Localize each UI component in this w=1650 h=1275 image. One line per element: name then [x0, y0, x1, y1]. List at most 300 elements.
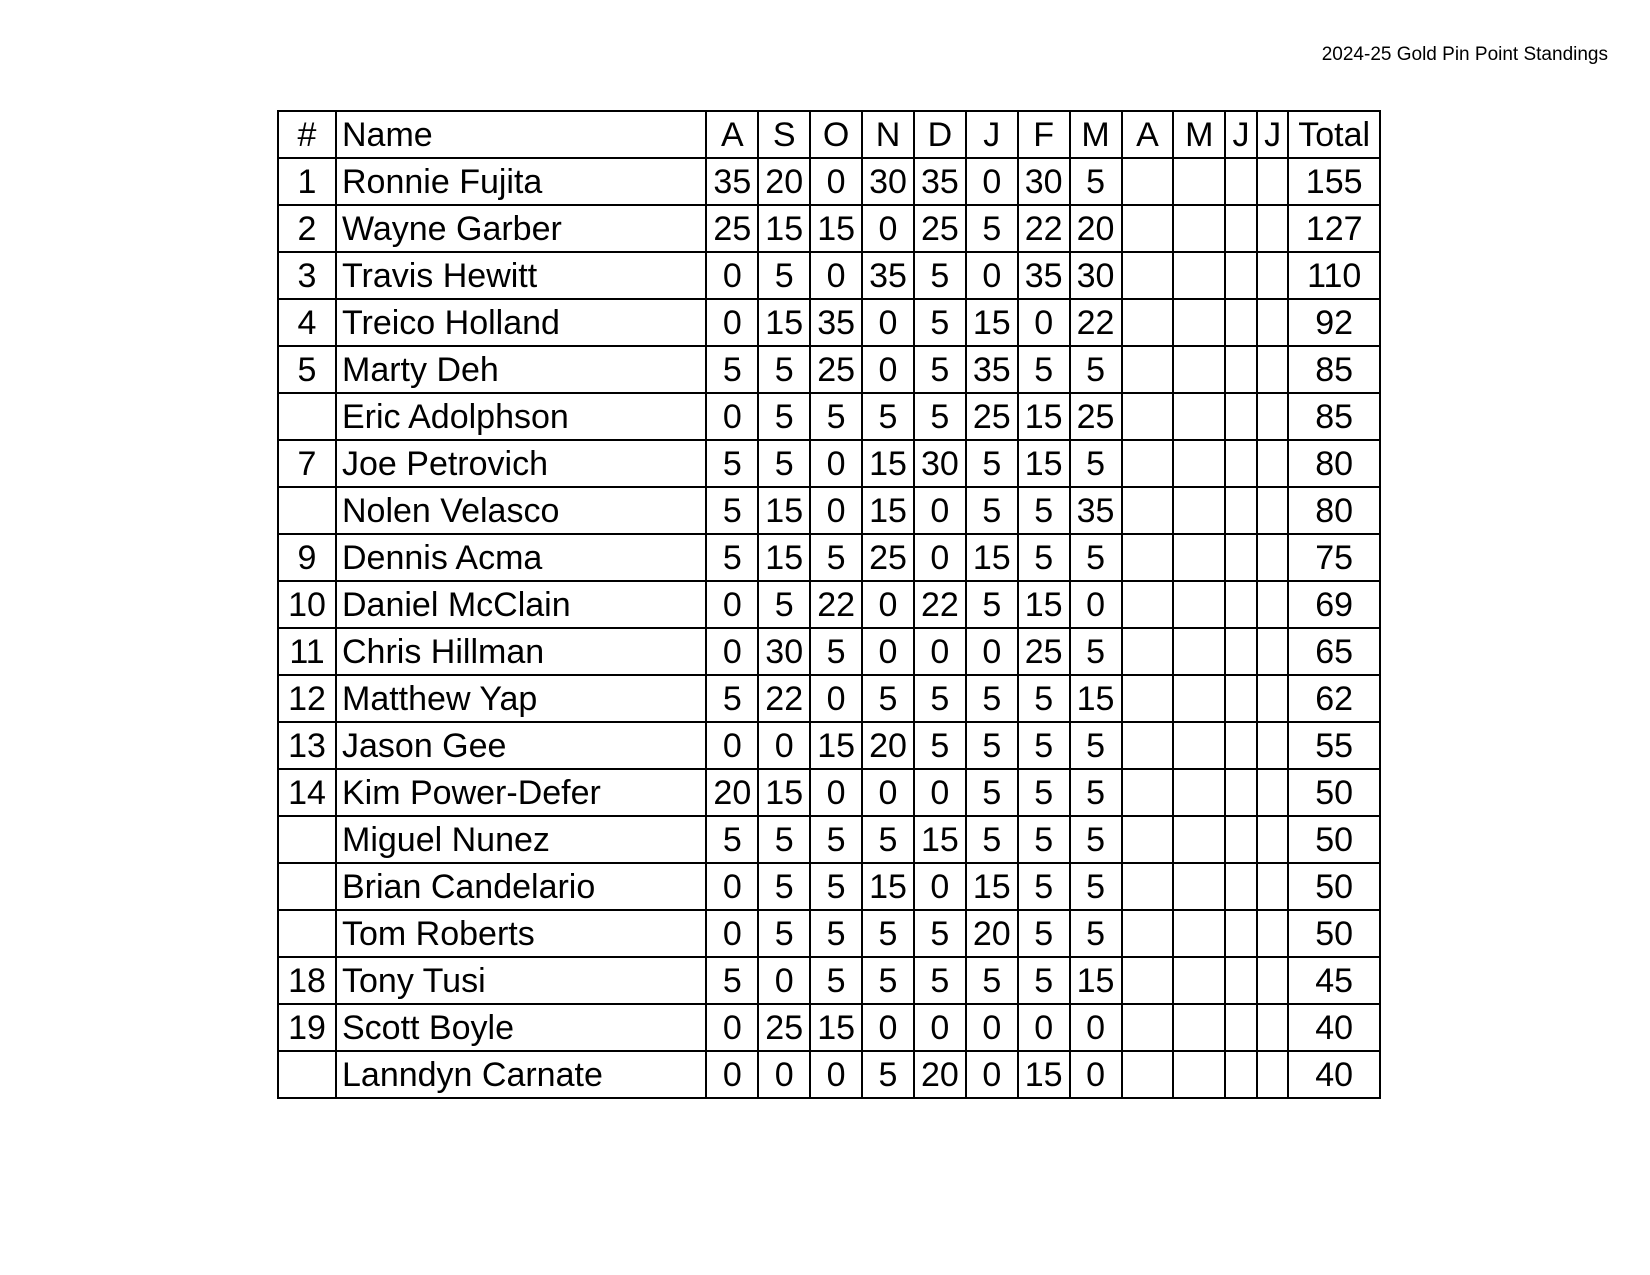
table-row [278, 440, 1380, 487]
total-cell: 55 [1288, 722, 1380, 769]
points-cell [1225, 534, 1257, 581]
points-cell: 20 [1070, 205, 1122, 252]
points-cell: 0 [706, 863, 758, 910]
name-cell: Tom Roberts [336, 910, 706, 957]
name-cell: Ronnie Fujita [336, 158, 706, 205]
rank-cell: 19 [278, 1004, 336, 1051]
points-cell: 35 [1018, 252, 1070, 299]
header-month: D [914, 111, 966, 158]
points-cell: 30 [914, 440, 966, 487]
points-cell [1122, 299, 1174, 346]
points-cell: 0 [810, 769, 862, 816]
points-cell: 20 [914, 1051, 966, 1098]
table-row [278, 769, 1380, 816]
points-cell: 5 [966, 581, 1018, 628]
points-cell: 5 [1070, 863, 1122, 910]
points-cell: 0 [758, 957, 810, 1004]
points-cell: 5 [1070, 158, 1122, 205]
name-cell: Jason Gee [336, 722, 706, 769]
name-cell: Eric Adolphson [336, 393, 706, 440]
points-cell: 5 [1018, 487, 1070, 534]
table-row [278, 393, 1380, 440]
table-row [278, 910, 1380, 957]
name-cell: Travis Hewitt [336, 252, 706, 299]
points-cell: 15 [966, 299, 1018, 346]
rank-cell [278, 863, 336, 910]
points-cell: 22 [1018, 205, 1070, 252]
rank-cell: 4 [278, 299, 336, 346]
points-cell: 5 [706, 957, 758, 1004]
points-cell [1122, 440, 1174, 487]
points-cell [1122, 393, 1174, 440]
points-cell [1122, 158, 1174, 205]
points-cell: 25 [966, 393, 1018, 440]
points-cell: 5 [706, 534, 758, 581]
rank-cell: 12 [278, 675, 336, 722]
points-cell: 15 [810, 205, 862, 252]
points-cell: 0 [810, 252, 862, 299]
total-cell: 50 [1288, 863, 1380, 910]
table-row [278, 581, 1380, 628]
points-cell [1225, 346, 1257, 393]
points-cell [1122, 1004, 1174, 1051]
points-cell [1257, 863, 1289, 910]
table-row [278, 299, 1380, 346]
rank-cell: 5 [278, 346, 336, 393]
points-cell: 25 [758, 1004, 810, 1051]
points-cell: 15 [1018, 440, 1070, 487]
points-cell: 0 [810, 487, 862, 534]
points-cell: 5 [758, 440, 810, 487]
points-cell: 15 [758, 769, 810, 816]
points-cell: 0 [706, 1004, 758, 1051]
points-cell: 5 [862, 1051, 914, 1098]
points-cell [1173, 205, 1225, 252]
points-cell: 0 [1018, 299, 1070, 346]
name-cell: Miguel Nunez [336, 816, 706, 863]
points-cell [1257, 346, 1289, 393]
points-cell: 5 [862, 957, 914, 1004]
points-cell: 0 [914, 628, 966, 675]
total-cell: 80 [1288, 440, 1380, 487]
name-cell: Brian Candelario [336, 863, 706, 910]
points-cell: 0 [758, 1051, 810, 1098]
points-cell: 35 [810, 299, 862, 346]
points-cell: 5 [914, 957, 966, 1004]
points-cell: 15 [1018, 1051, 1070, 1098]
total-cell: 50 [1288, 816, 1380, 863]
header-name: Name [336, 111, 706, 158]
table-row [278, 675, 1380, 722]
header-month: S [758, 111, 810, 158]
points-cell: 5 [810, 393, 862, 440]
table-row [278, 252, 1380, 299]
points-cell: 15 [966, 534, 1018, 581]
points-cell: 15 [810, 722, 862, 769]
points-cell [1225, 1004, 1257, 1051]
points-cell: 30 [1018, 158, 1070, 205]
points-cell: 5 [1018, 957, 1070, 1004]
points-cell: 22 [810, 581, 862, 628]
points-cell: 22 [1070, 299, 1122, 346]
points-cell: 5 [1018, 346, 1070, 393]
points-cell [1225, 675, 1257, 722]
points-cell: 0 [706, 722, 758, 769]
points-cell [1173, 722, 1225, 769]
points-cell: 15 [810, 1004, 862, 1051]
points-cell: 5 [862, 393, 914, 440]
points-cell [1122, 205, 1174, 252]
points-cell [1173, 1051, 1225, 1098]
total-cell: 85 [1288, 346, 1380, 393]
header-month: M [1070, 111, 1122, 158]
points-cell [1173, 346, 1225, 393]
points-cell: 15 [862, 487, 914, 534]
points-cell: 35 [914, 158, 966, 205]
points-cell: 25 [862, 534, 914, 581]
points-cell [1173, 863, 1225, 910]
points-cell [1257, 675, 1289, 722]
points-cell [1257, 440, 1289, 487]
table-row [278, 205, 1380, 252]
points-cell: 20 [758, 158, 810, 205]
points-cell [1225, 722, 1257, 769]
table-row [278, 816, 1380, 863]
points-cell: 0 [966, 628, 1018, 675]
points-cell [1173, 393, 1225, 440]
points-cell [1257, 393, 1289, 440]
points-cell: 15 [914, 816, 966, 863]
points-cell: 0 [706, 1051, 758, 1098]
points-cell [1225, 205, 1257, 252]
points-cell [1173, 299, 1225, 346]
points-cell: 5 [758, 393, 810, 440]
points-cell: 5 [914, 675, 966, 722]
rank-cell [278, 393, 336, 440]
points-cell: 5 [914, 910, 966, 957]
points-cell: 5 [706, 346, 758, 393]
points-cell [1122, 769, 1174, 816]
points-cell: 5 [758, 863, 810, 910]
points-cell: 22 [758, 675, 810, 722]
points-cell: 0 [1070, 1004, 1122, 1051]
name-cell: Chris Hillman [336, 628, 706, 675]
header-month: J [966, 111, 1018, 158]
points-cell [1173, 158, 1225, 205]
points-cell: 0 [1070, 1051, 1122, 1098]
points-cell: 5 [966, 440, 1018, 487]
points-cell [1225, 910, 1257, 957]
points-cell: 15 [758, 487, 810, 534]
points-cell [1122, 252, 1174, 299]
header-total: Total [1288, 111, 1380, 158]
points-cell [1122, 581, 1174, 628]
points-cell: 0 [966, 1004, 1018, 1051]
points-cell: 0 [914, 487, 966, 534]
rank-cell: 10 [278, 581, 336, 628]
document-title: 2024-25 Gold Pin Point Standings [1321, 44, 1608, 65]
points-cell: 15 [1018, 581, 1070, 628]
table-row [278, 1051, 1380, 1098]
points-cell [1257, 534, 1289, 581]
points-cell: 0 [706, 581, 758, 628]
points-cell: 25 [810, 346, 862, 393]
header-month: F [1018, 111, 1070, 158]
points-cell: 5 [966, 722, 1018, 769]
table-row [278, 158, 1380, 205]
points-cell [1122, 487, 1174, 534]
points-cell: 0 [706, 252, 758, 299]
total-cell: 85 [1288, 393, 1380, 440]
points-cell: 5 [810, 910, 862, 957]
points-cell: 0 [966, 158, 1018, 205]
points-cell [1122, 910, 1174, 957]
points-cell: 0 [862, 1004, 914, 1051]
total-cell: 40 [1288, 1051, 1380, 1098]
table-row [278, 534, 1380, 581]
name-cell: Tony Tusi [336, 957, 706, 1004]
points-cell [1257, 158, 1289, 205]
points-cell: 15 [758, 299, 810, 346]
points-cell: 0 [966, 1051, 1018, 1098]
points-cell [1225, 581, 1257, 628]
points-cell: 5 [810, 816, 862, 863]
points-cell: 5 [914, 722, 966, 769]
total-cell: 62 [1288, 675, 1380, 722]
total-cell: 75 [1288, 534, 1380, 581]
points-cell: 0 [810, 675, 862, 722]
points-cell: 5 [810, 628, 862, 675]
points-cell [1225, 957, 1257, 1004]
table-row [278, 957, 1380, 1004]
rank-cell: 1 [278, 158, 336, 205]
points-cell: 20 [966, 910, 1018, 957]
total-cell: 65 [1288, 628, 1380, 675]
table-row [278, 487, 1380, 534]
points-cell [1257, 957, 1289, 1004]
total-cell: 110 [1288, 252, 1380, 299]
points-cell [1225, 252, 1257, 299]
points-cell: 5 [1070, 346, 1122, 393]
points-cell [1225, 816, 1257, 863]
points-cell: 5 [810, 534, 862, 581]
points-cell [1225, 769, 1257, 816]
rank-cell [278, 487, 336, 534]
points-cell [1257, 628, 1289, 675]
total-cell: 50 [1288, 910, 1380, 957]
header-month: N [862, 111, 914, 158]
points-cell [1173, 440, 1225, 487]
header-month: J [1257, 111, 1289, 158]
name-cell: Wayne Garber [336, 205, 706, 252]
points-cell: 15 [758, 534, 810, 581]
points-cell: 30 [862, 158, 914, 205]
points-cell: 5 [862, 910, 914, 957]
header-rank: # [278, 111, 336, 158]
rank-cell: 18 [278, 957, 336, 1004]
points-cell [1173, 487, 1225, 534]
points-cell: 20 [706, 769, 758, 816]
total-cell: 80 [1288, 487, 1380, 534]
points-cell: 5 [1018, 863, 1070, 910]
points-cell [1257, 205, 1289, 252]
points-cell: 35 [1070, 487, 1122, 534]
points-cell: 5 [914, 299, 966, 346]
points-cell: 5 [1070, 628, 1122, 675]
points-cell [1257, 1051, 1289, 1098]
total-cell: 155 [1288, 158, 1380, 205]
points-cell: 5 [1070, 910, 1122, 957]
points-cell: 0 [810, 1051, 862, 1098]
points-cell [1173, 769, 1225, 816]
points-cell: 5 [1070, 440, 1122, 487]
points-cell [1173, 957, 1225, 1004]
rank-cell: 11 [278, 628, 336, 675]
points-cell: 0 [914, 863, 966, 910]
name-cell: Dennis Acma [336, 534, 706, 581]
points-cell: 5 [758, 816, 810, 863]
points-cell: 15 [758, 205, 810, 252]
rank-cell: 7 [278, 440, 336, 487]
points-cell [1225, 393, 1257, 440]
points-cell: 5 [862, 816, 914, 863]
points-cell: 5 [966, 769, 1018, 816]
points-cell [1122, 534, 1174, 581]
points-cell [1225, 628, 1257, 675]
points-cell: 0 [758, 722, 810, 769]
points-cell [1257, 1004, 1289, 1051]
table-row [278, 346, 1380, 393]
points-cell: 0 [810, 158, 862, 205]
points-cell [1225, 863, 1257, 910]
points-cell [1122, 863, 1174, 910]
points-cell: 5 [862, 675, 914, 722]
points-cell: 30 [1070, 252, 1122, 299]
points-cell: 5 [966, 957, 1018, 1004]
points-cell [1257, 816, 1289, 863]
points-cell: 15 [1070, 675, 1122, 722]
points-cell: 5 [758, 581, 810, 628]
rank-cell: 3 [278, 252, 336, 299]
points-cell: 5 [1070, 769, 1122, 816]
points-cell [1173, 1004, 1225, 1051]
points-cell [1225, 487, 1257, 534]
points-cell: 5 [1018, 910, 1070, 957]
points-cell: 0 [966, 252, 1018, 299]
points-cell: 5 [758, 910, 810, 957]
total-cell: 45 [1288, 957, 1380, 1004]
points-cell: 0 [862, 581, 914, 628]
points-cell: 15 [1018, 393, 1070, 440]
points-cell: 25 [1070, 393, 1122, 440]
points-cell: 5 [1018, 675, 1070, 722]
points-cell: 5 [966, 205, 1018, 252]
points-cell: 25 [706, 205, 758, 252]
points-cell: 15 [966, 863, 1018, 910]
header-month: J [1225, 111, 1257, 158]
standings-body [278, 158, 1380, 1098]
points-cell: 25 [1018, 628, 1070, 675]
points-cell: 25 [914, 205, 966, 252]
points-cell: 5 [706, 487, 758, 534]
points-cell: 5 [1018, 769, 1070, 816]
rank-cell [278, 816, 336, 863]
total-cell: 40 [1288, 1004, 1380, 1051]
points-cell: 5 [966, 675, 1018, 722]
points-cell [1173, 910, 1225, 957]
points-cell: 35 [966, 346, 1018, 393]
points-cell: 0 [706, 628, 758, 675]
total-cell: 69 [1288, 581, 1380, 628]
name-cell: Lanndyn Carnate [336, 1051, 706, 1098]
points-cell: 5 [1070, 816, 1122, 863]
points-cell: 0 [706, 393, 758, 440]
points-cell [1173, 675, 1225, 722]
table-row [278, 722, 1380, 769]
rank-cell: 2 [278, 205, 336, 252]
points-cell: 5 [966, 816, 1018, 863]
points-cell [1122, 722, 1174, 769]
header-month: A [1122, 111, 1174, 158]
points-cell: 0 [1018, 1004, 1070, 1051]
points-cell [1225, 299, 1257, 346]
points-cell: 5 [914, 393, 966, 440]
points-cell: 15 [862, 863, 914, 910]
points-cell: 5 [914, 252, 966, 299]
points-cell: 22 [914, 581, 966, 628]
points-cell: 0 [914, 769, 966, 816]
points-cell: 0 [862, 205, 914, 252]
points-cell: 35 [862, 252, 914, 299]
points-cell: 0 [706, 299, 758, 346]
points-cell: 5 [706, 675, 758, 722]
points-cell: 0 [862, 769, 914, 816]
points-cell [1257, 581, 1289, 628]
points-cell [1173, 581, 1225, 628]
points-cell: 5 [914, 346, 966, 393]
name-cell: Kim Power-Defer [336, 769, 706, 816]
points-cell: 0 [914, 534, 966, 581]
rank-cell [278, 910, 336, 957]
points-cell: 20 [862, 722, 914, 769]
points-cell [1257, 769, 1289, 816]
name-cell: Nolen Velasco [336, 487, 706, 534]
points-cell [1122, 675, 1174, 722]
total-cell: 50 [1288, 769, 1380, 816]
name-cell: Matthew Yap [336, 675, 706, 722]
points-cell [1225, 1051, 1257, 1098]
points-cell: 5 [966, 487, 1018, 534]
points-cell [1257, 910, 1289, 957]
points-cell: 35 [706, 158, 758, 205]
points-cell [1122, 346, 1174, 393]
points-cell [1173, 816, 1225, 863]
name-cell: Joe Petrovich [336, 440, 706, 487]
points-cell: 0 [810, 440, 862, 487]
points-cell: 0 [862, 346, 914, 393]
points-cell: 5 [810, 863, 862, 910]
points-cell: 0 [914, 1004, 966, 1051]
total-cell: 127 [1288, 205, 1380, 252]
points-cell: 0 [706, 910, 758, 957]
points-cell: 0 [1070, 581, 1122, 628]
total-cell: 92 [1288, 299, 1380, 346]
points-cell: 5 [706, 440, 758, 487]
points-cell [1173, 252, 1225, 299]
points-cell: 0 [862, 299, 914, 346]
table-row [278, 628, 1380, 675]
points-cell: 5 [1018, 722, 1070, 769]
